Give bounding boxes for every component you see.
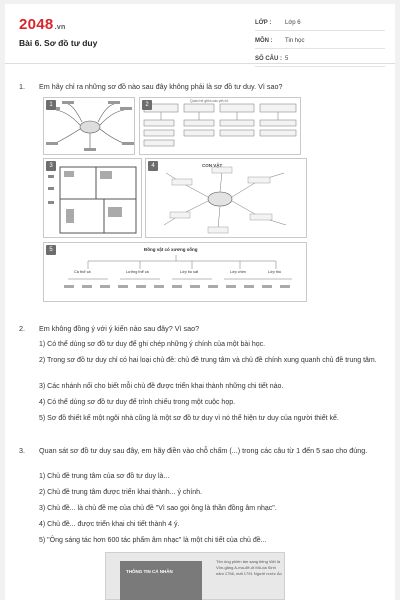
figure-3-floorplan (43, 158, 142, 238)
q3-image-note: Tên ông phiên âm sang tiếng Việt là Vôn-găng A-ma-đê-ốt Mô-da Sinh năm 1756, mất 1791 Người nước Áo (216, 559, 282, 576)
figure-5-tree (43, 242, 307, 302)
figure-2-diagram (139, 97, 301, 155)
site-logo[interactable] (19, 16, 66, 33)
q3-option-2: 2) Chủ đề trung tâm được triển khai thành... ý chính. (39, 489, 202, 496)
q3-option-3: 3) Chủ đề... là chủ đề mẹ của chủ đề "Vì sao gọi ông là thần đồng âm nhạc". (39, 505, 277, 512)
figure-4-graphic (146, 159, 308, 239)
figure-3-graphic (44, 159, 143, 239)
figure-number: 3 (46, 161, 56, 171)
meta-row-subject (255, 34, 385, 49)
figure-5-title: Đồng vật có xương sống (144, 247, 198, 252)
figure-1-mindmap (43, 97, 135, 155)
figure-number: 2 (142, 100, 152, 110)
question-number: 1. (19, 82, 25, 91)
q3-image-label: THÔNG TIN CÁ NHÂN (126, 569, 173, 574)
meta-key: SỐ CÂU : (255, 56, 282, 62)
worksheet-page (5, 4, 395, 600)
logo-text: 2048 (19, 16, 54, 33)
q2-option-2: 2) Trong sơ đồ tư duy chỉ có hai loại chủ đề: chủ đề trung tâm và chủ đề chính xung quanh chủ đề trung tâm. (39, 357, 377, 364)
question-number: 3. (19, 446, 25, 455)
meta-row-grade (255, 16, 385, 31)
q3-option-4: 4) Chủ đề... được triển khai chi tiết thành 4 ý. (39, 521, 180, 528)
meta-key: MÔN : (255, 38, 273, 44)
meta-value: Tin học (285, 38, 305, 44)
meta-key: LỚP : (255, 20, 272, 26)
q2-option-3: 3) Các nhánh nối cho biết mỗi chủ đề được triển khai thành những chi tiết nào. (39, 383, 284, 390)
figure-5-group: Lớp chim (230, 270, 246, 274)
q2-option-1: 1) Có thể dùng sơ đồ tư duy để ghi chép những ý chính của một bài học. (39, 341, 266, 348)
meta-value: 5 (285, 56, 289, 62)
q2-option-4: 4) Có thể dùng sơ đồ tư duy để trình chiếu trong một cuộc họp. (39, 399, 236, 406)
figure-number: 1 (46, 100, 56, 110)
figure-4-conceptmap (145, 158, 307, 238)
q3-option-5: 5) "Ông sáng tác hơn 600 tác phẩm âm nhạc" là một chi tiết của chủ đề... (39, 537, 267, 544)
q3-image-panel (120, 561, 202, 600)
meta-row-count (255, 52, 385, 67)
question-text: Em hãy chỉ ra những sơ đồ nào sau đây không phải là sơ đồ tư duy. Vì sao? (39, 82, 283, 91)
q3-mindmap-image (105, 552, 285, 600)
lesson-title: Bài 6. Sơ đồ tư duy (19, 38, 98, 48)
figure-2-caption: Quan hệ giữa các yếu tố (190, 99, 229, 103)
figure-5-group: Cá thở cá (74, 270, 91, 274)
figure-1-graphic (44, 98, 136, 156)
q2-option-5: 5) Sơ đồ thiết kế một ngôi nhà cũng là một sơ đồ tư duy vì nó thể hiện tư duy của người thiết kế. (39, 415, 339, 422)
meta-value: Lớp 6 (285, 20, 301, 26)
q3-option-1: 1) Chủ đề trung tâm của sơ đồ tư duy là... (39, 473, 170, 480)
figure-2-graphic (140, 98, 302, 156)
figure-number: 4 (148, 161, 158, 171)
figure-4-caption: CON VẬT (202, 163, 223, 168)
question-number: 2. (19, 324, 25, 333)
worksheet-header (5, 4, 395, 64)
meta-panel (255, 16, 385, 70)
figure-5-group: Lưỡng thể cá (126, 270, 149, 274)
figure-number: 5 (46, 245, 56, 255)
question-text: Em không đồng ý với ý kiến nào sau đây? Vì sao? (39, 324, 200, 333)
figure-5-group: Lớp thú (268, 270, 282, 274)
question-text: Quan sát sơ đồ tư duy sau đây, em hãy điền vào chỗ chấm (...) trong các câu từ 1 đến 5 sao cho đúng. (39, 446, 368, 455)
logo-suffix: .vn (54, 24, 66, 31)
figure-5-group: Lớp bò sát (180, 270, 199, 274)
